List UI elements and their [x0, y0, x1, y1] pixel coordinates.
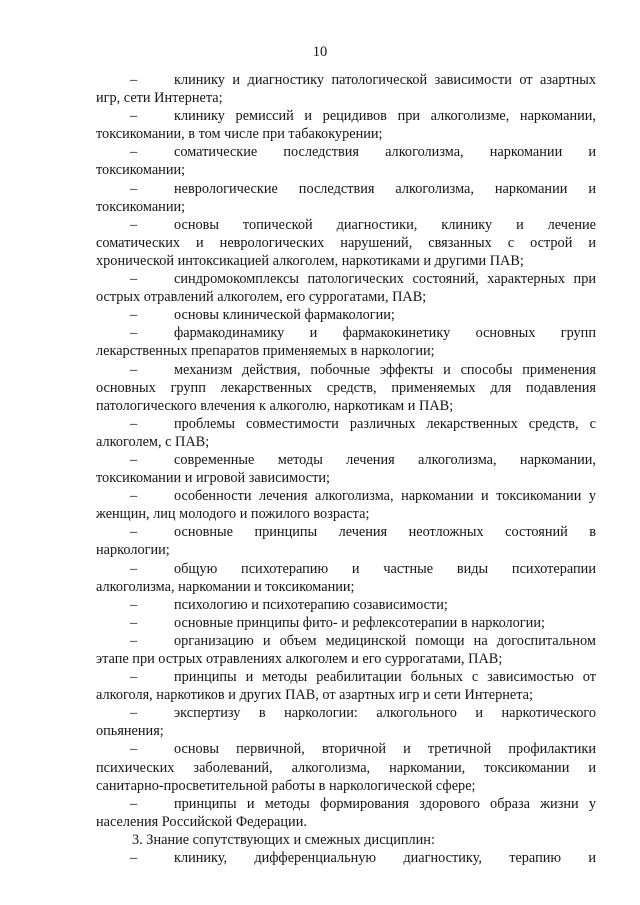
list-item-text: алкоголя, наркотиков и других ПАВ, от азартных игр и сети Интернета; — [96, 687, 533, 704]
list-item-text: токсикомании, в том числе при табакокурении; — [96, 126, 383, 143]
list-item — [96, 632, 596, 668]
list-item — [96, 306, 596, 324]
list-item-text: основы клинической фармакологии; — [174, 307, 395, 324]
list-dash: – — [130, 451, 138, 468]
list-item — [96, 740, 596, 794]
list-item-text: экспертизу в наркологии: алкогольного и наркотического — [174, 705, 596, 722]
list-dash: – — [130, 632, 138, 649]
list-item-text: токсикомании и игровой зависимости; — [96, 470, 330, 487]
list-dash: – — [130, 415, 138, 432]
list-item-text: алкоголизма, наркомании и токсикомании; — [96, 578, 355, 595]
list-item-text: токсикомании; — [96, 162, 186, 179]
list-item-text: опьянения; — [96, 723, 164, 740]
list-item-text: синдромокомплексы патологических состояний, характерных при — [174, 271, 596, 288]
list-item — [96, 668, 596, 704]
list-item — [96, 324, 596, 360]
list-item-text: основные принципы фито- и рефлексотерапии в наркологии; — [174, 614, 545, 631]
list-item-text: психологию и психотерапию созависимости; — [174, 596, 448, 613]
list-item — [96, 361, 596, 415]
list-item-text: механизм действия, побочные эффекты и способы применения — [174, 361, 596, 378]
list-dash: – — [130, 72, 138, 88]
list-item-text: общую психотерапию и частные виды психотерапии — [174, 560, 596, 577]
list-item-text: клинику, дифференциальную диагностику, терапию и — [174, 850, 596, 867]
list-item-text: основы первичной, вторичной и третичной профилактики — [174, 741, 596, 758]
list-item-text: наркологии; — [96, 542, 170, 559]
list-item-text: современные методы лечения алкоголизма, наркомании, — [174, 451, 596, 468]
section-heading-text: 3. Знание сопутствующих и смежных дисциплин: — [132, 831, 435, 848]
list-dash: – — [130, 524, 138, 541]
page-number: 10 — [312, 44, 328, 60]
list-dash: – — [130, 560, 138, 577]
list-item — [96, 451, 596, 487]
list-item — [96, 849, 596, 867]
list-item-text: фармакодинамику и фармакокинетику основных групп — [174, 325, 596, 342]
document-body — [96, 71, 596, 867]
list-item — [96, 596, 596, 614]
list-item-text: острых отравлений алкоголем, его суррогатами, ПАВ; — [96, 289, 427, 306]
list-dash: – — [130, 180, 138, 197]
list-dash: – — [130, 705, 138, 722]
list-dash: – — [130, 325, 138, 342]
list-item-text: принципы и методы реабилитации больных с зависимостью от — [174, 669, 596, 686]
list-item-text: этапе при острых отравлениях алкоголем и его суррогатами, ПАВ; — [96, 651, 503, 667]
list-item-text: хронической интоксикацией алкоголем, наркотиками и другими ПАВ; — [96, 252, 524, 269]
section-heading — [96, 831, 596, 849]
list-item-text: психических заболеваний, алкоголизма, наркомании, токсикомании и — [96, 759, 596, 776]
list-item — [96, 614, 596, 632]
list-item-text: женщин, лиц молодого и пожилого возраста; — [96, 506, 370, 523]
list-dash: – — [130, 614, 138, 631]
list-item-text: проблемы совместимости различных лекарственных средств, с — [174, 415, 596, 432]
list-item — [96, 560, 596, 596]
list-dash: – — [130, 144, 138, 161]
list-item — [96, 143, 596, 179]
list-item-text: организацию и объем медицинской помощи на догоспитальном — [174, 632, 596, 649]
list-item-text: патологического влечения к алкоголю, наркотикам и ПАВ; — [96, 397, 454, 414]
list-dash: – — [130, 741, 138, 758]
list-dash: – — [130, 795, 138, 812]
list-item — [96, 216, 596, 270]
list-item — [96, 487, 596, 523]
list-item-text: основы топической диагностики, клинику и лечение — [174, 216, 596, 233]
list-item — [96, 180, 596, 216]
list-item-text: клинику и диагностику патологической зависимости от азартных — [174, 72, 596, 88]
list-dash: – — [130, 108, 138, 125]
list-item-text: санитарно-просветительной работы в наркологической сфере; — [96, 777, 476, 794]
list-item-text: неврологические последствия алкоголизма, наркомании и — [174, 180, 596, 197]
list-item — [96, 795, 596, 831]
list-item — [96, 704, 596, 740]
list-item-text: особенности лечения алкоголизма, наркомании и токсикомании у — [174, 488, 596, 505]
list-dash: – — [130, 488, 138, 505]
list-item-text: клинику ремиссий и рецидивов при алкоголизме, наркомании, — [174, 108, 596, 125]
list-item — [96, 415, 596, 451]
list-item-text: соматические последствия алкоголизма, наркомании и — [174, 144, 596, 161]
list-item — [96, 523, 596, 559]
list-item-text: населения Российской Федерации. — [96, 813, 307, 830]
list-dash: – — [130, 361, 138, 378]
list-dash: – — [130, 271, 138, 288]
list-dash: – — [130, 669, 138, 686]
list-dash: – — [130, 596, 138, 613]
list-item-text: принципы и методы формирования здорового образа жизни у — [174, 795, 596, 812]
list-dash: – — [130, 216, 138, 233]
list-item-text: лекарственных препаратов применяемых в наркологии; — [96, 343, 435, 360]
list-dash: – — [130, 307, 138, 324]
list-item-text: игр, сети Интернета; — [96, 90, 223, 107]
list-item-text: основные принципы лечения неотложных состояний в — [174, 524, 596, 541]
list-item-text: алкоголем, с ПАВ; — [96, 433, 210, 450]
list-item — [96, 71, 596, 107]
list-item-text: соматических и неврологических нарушений, связанных с острой и — [96, 234, 596, 251]
list-item-text: токсикомании; — [96, 198, 186, 215]
list-item-text: основных групп лекарственных средств, применяемых для подавления — [96, 379, 596, 396]
list-item — [96, 107, 596, 143]
list-dash: – — [130, 850, 138, 867]
list-item — [96, 270, 596, 306]
